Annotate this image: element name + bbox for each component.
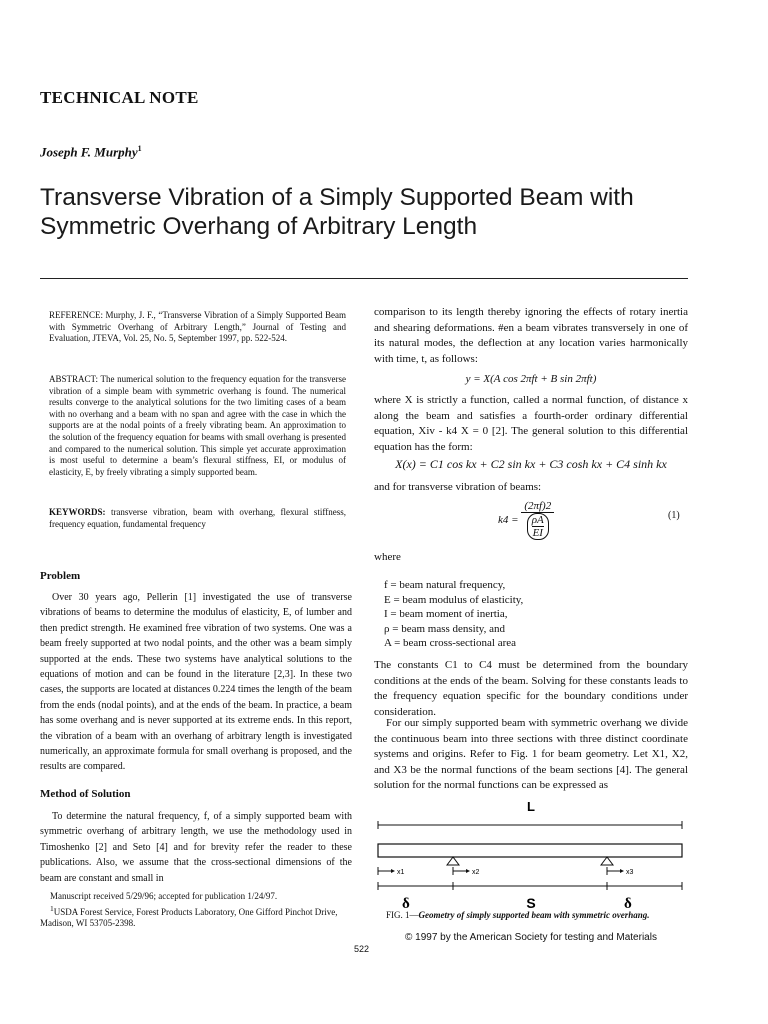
figure-label-L: L: [527, 799, 535, 814]
paper-title: Transverse Vibration of a Simply Supported Beam with Symmetric Overhang of Arbitrary Length: [40, 184, 634, 240]
figure-label-S: S: [526, 895, 536, 910]
method-paragraph: To determine the natural frequency, f, of a simply supported beam with symmetric overhang of arbitrary length, we use the methodology used in Timoshenko [2] and Seto [4] and for brevity refer the reader to these publications. Also, we assume that the cross-sectional dimensions of the beam are constant and small in: [40, 811, 352, 884]
figure-caption: [386, 910, 650, 920]
definition-item: f = beam natural frequency,: [384, 579, 506, 591]
author-footnote-mark: 1: [137, 144, 142, 153]
problem-heading: Problem: [40, 570, 81, 582]
definition-item: E = beam modulus of elasticity,: [384, 593, 524, 606]
definition-item: I = beam moment of inertia,: [384, 608, 508, 621]
figure-caption-text: Geometry of simply supported beam with symmetric overhang.: [418, 910, 650, 920]
figure-label-delta-right: δ: [624, 896, 632, 910]
equation-k4-fraction: [521, 500, 554, 540]
beam-geometry-figure: [374, 796, 688, 910]
support-right-icon: [601, 857, 613, 865]
x1-label: x1: [397, 869, 405, 876]
definition-item: A = beam cross-sectional area: [384, 637, 517, 650]
equation-k4-lhs: k4 =: [498, 514, 519, 526]
author-text: Joseph F. Murphy: [40, 144, 138, 160]
keywords-block: [49, 507, 346, 530]
equation-k4: [498, 500, 554, 540]
equation-k4-denominator: [521, 513, 554, 540]
support-left-icon: [447, 857, 459, 865]
paragraph-intro: comparison to its length thereby ignoring the effects of rotary inertia and shearing deformations. #en a beam vibrates transversely in one of its natural modes, the deflection at any location varies harmonically with time, t, as follows:: [374, 306, 688, 365]
beam-body: [378, 844, 682, 857]
paragraph-normal-function: where X is strictly a function, called a normal function, of distance x along the beam and satisfies a fourth-order ordinary differential equation, Xiv - k4 X = 0 [2]. The general solution to this differential equation has the form:: [374, 394, 688, 453]
footnote-affiliation-text: USDA Forest Service, Forest Products Laboratory, One Gifford Pinchot Drive, Madison, WI 53705-2398.: [40, 906, 338, 929]
paragraph-overhang: For our simply supported beam with symmetric overhang we divide the continuous beam into three sections with three distinct coordinate systems and origins. Refer to Fig. 1 for beam geometry. Let X1, X2, and X3 be the normal functions of the beam sections [4]. The general solution for the normal functions can be expressed as: [374, 717, 688, 791]
where-label: where: [374, 551, 401, 563]
equation-k4-rho-a: ρA: [531, 514, 544, 526]
equation-k4-numerator: (2πf)2: [521, 500, 554, 513]
equation-general-solution: X(x) = C1 cos kx + C2 sin kx + C3 cosh kx + C4 sinh kx: [395, 457, 667, 471]
coordinate-axes: [378, 867, 634, 876]
title-divider: [40, 278, 688, 279]
footnote-mark: 1: [50, 903, 54, 913]
section-label: TECHNICAL NOTE: [40, 88, 199, 107]
footnote-affiliation: [40, 903, 352, 930]
copyright-notice: © 1997 by the American Society for testing and Materials: [405, 932, 657, 943]
footnote-received: Manuscript received 5/29/96; accepted for publication 1/24/97.: [50, 891, 278, 901]
equation-k4-ei: EI: [532, 527, 543, 539]
method-heading: Method of Solution: [40, 788, 131, 800]
figure-label-delta-left: δ: [402, 896, 410, 910]
figure-caption-prefix: FIG. 1—: [386, 910, 419, 920]
page-number: 522: [354, 944, 370, 954]
keywords-label: KEYWORDS:: [49, 507, 106, 517]
keywords-text: transverse vibration, beam with overhang, flexural stiffness, frequency equation, fundamental frequency: [49, 507, 346, 529]
equation-deflection: y = X(A cos 2πft + B sin 2πft): [465, 373, 597, 385]
paragraph-transverse: and for transverse vibration of beams:: [374, 481, 542, 493]
author-name: [40, 144, 142, 160]
footnotes: [40, 891, 352, 930]
definitions-list: [384, 578, 523, 651]
definition-item: ρ = beam mass density, and: [384, 622, 505, 635]
paragraph-constants: The constants C1 to C4 must be determined from the boundary conditions at the ends of the beam. Solving for these constants leads to the frequency equation specific for the boundary conditions under consideration.: [374, 659, 688, 718]
problem-paragraph: Over 30 years ago, Pellerin [1] investigated the use of transverse vibrations of beams to determine the modulus of elasticity, E, of lumber and then predict strength. He examined free vibration of two systems. One was a beam freely supported at two nodal points, and the other was a beam simply supported at the ends. These two systems have analytical solutions to the equations of motion and can be found in the literature [2,3]. In these two cases, the supports are located at distances 0.224 times the length of the beam from the ends (nodal points), and at the ends of the beam. In practice, a beam has some overhang and is never supported at its extreme ends. In this report, the vibration of a beam with an overhang of arbitrary length is investigated numerically, an approximate formula for small overhang is proposed, and the results are compared.: [40, 592, 352, 773]
equation-number: (1): [668, 510, 680, 521]
reference-block: REFERENCE: Murphy, J. F., “Transverse Vibration of a Simply Supported Beam with Symmetric Overhang of Arbitrary Length,” Journal of Testing and Evaluation, JTEVA, Vol. 25, No. 5, September 1997, pp. 522-524.: [49, 310, 346, 344]
x3-label: x3: [626, 869, 634, 876]
abstract-block: ABSTRACT: The numerical solution to the frequency equation for the transverse vibration of a simple beam with symmetric overhang is found. The numerical results converge to the analytical solutions for the two limiting cases of a beam with no overhang and a beam with no span and agree with the case in which the supports are at the nodal points of a freely vibrating beam. An approximation to the solution of the frequency equation for beams with small overhang is presented and compared to the numerical solution. This simple yet accurate approximation is most useful to determine a beam’s flexural stiffness, EI, or modulus of elasticity, E, by freely vibrating a simply supported beam.: [49, 374, 346, 477]
x2-label: x2: [472, 869, 480, 876]
